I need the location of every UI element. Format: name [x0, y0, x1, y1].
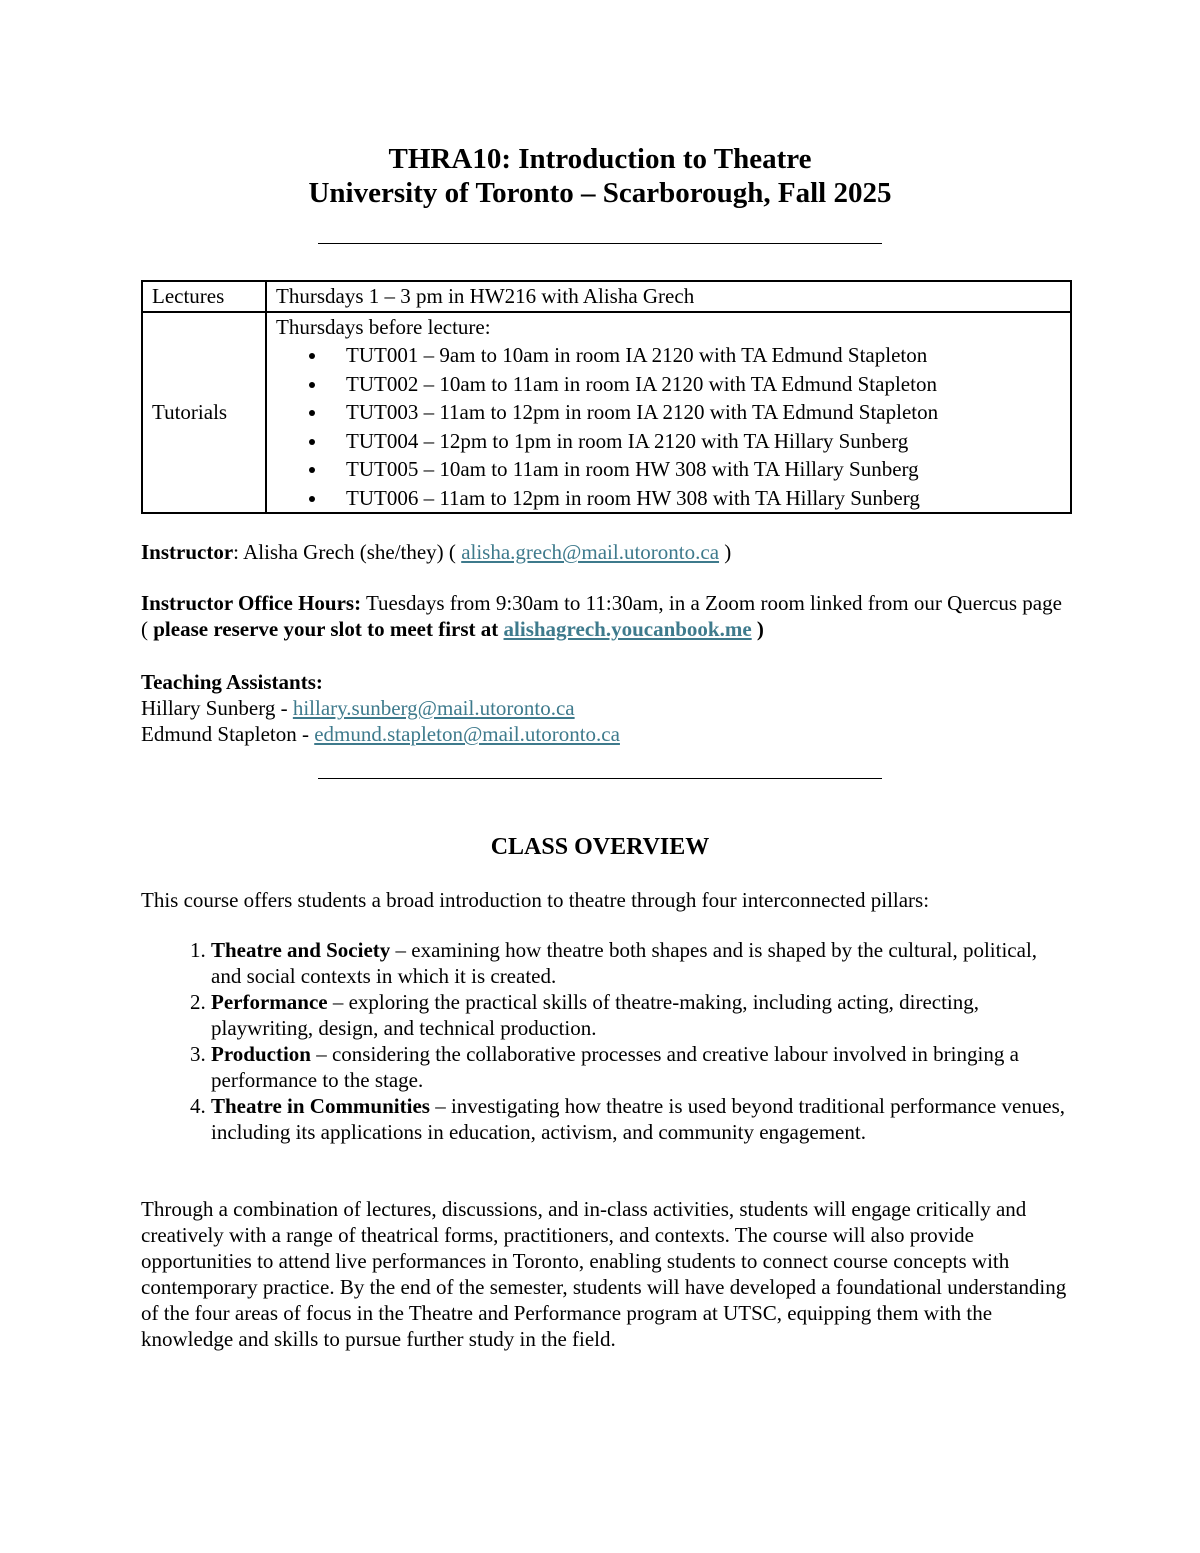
tutorials-intro: Thursdays before lecture:: [276, 314, 491, 339]
ta-entry: [141, 695, 1071, 721]
office-hours-text: Tuesdays from 9:30am to 11:30am, in a Zoom room linked from our Quercus page (: [141, 591, 1062, 641]
list-item: • TUT001 – 9am to 10am in room IA 2120 with TA Edmund Stapleton: [328, 341, 1061, 370]
pillar-text: – considering the collaborative processes and creative labour involved in bringing a performance to the stage.: [211, 1042, 1019, 1092]
pillar-text: – exploring the practical skills of theatre-making, including acting, directing, playwriting, design, and technical production.: [211, 990, 979, 1040]
list-item: [211, 937, 1071, 989]
list-item: • TUT004 – 12pm to 1pm in room IA 2120 with TA Hillary Sunberg: [328, 427, 1061, 456]
course-title-line1: THRA10: Introduction to Theatre: [388, 143, 812, 175]
list-item: [211, 1041, 1071, 1093]
list-item: • TUT005 – 10am to 11am in room HW 308 with TA Hillary Sunberg: [328, 455, 1061, 484]
teaching-assistants: [141, 669, 1071, 747]
tutorial-list: [276, 341, 1061, 512]
list-item: • TUT002 – 10am to 11am in room IA 2120 with TA Edmund Stapleton: [328, 370, 1061, 399]
divider: [318, 778, 882, 779]
pillar-title: Theatre in Communities: [211, 1094, 430, 1118]
list-item: • TUT003 – 11am to 12pm in room IA 2120 with TA Edmund Stapleton: [328, 398, 1061, 427]
lectures-value: Thursdays 1 – 3 pm in HW216 with Alisha Grech: [266, 281, 1071, 312]
office-hours-note: please reserve your slot to meet first at: [153, 617, 504, 641]
list-item: • TUT006 – 11am to 12pm in room HW 308 with TA Hillary Sunberg: [328, 484, 1061, 513]
paren-close: ): [719, 540, 732, 564]
pillar-text: – examining how theatre both shapes and is shaped by the cultural, political, and social contexts in which it is created.: [211, 938, 1038, 988]
course-title: [0, 142, 1200, 210]
paren-close: ): [751, 617, 764, 641]
table-row: [142, 281, 1071, 312]
pillar-title: Theatre and Society: [211, 938, 391, 962]
divider: [318, 243, 882, 244]
ta-name: Hillary Sunberg -: [141, 696, 293, 720]
list-item: [211, 1093, 1071, 1145]
instructor-label: Instructor: [141, 540, 234, 564]
overview-closing: Through a combination of lectures, discussions, and in-class activities, students will engage critically and creatively with a range of theatrical forms, practitioners, and contexts. The course will also provide opportunities to attend live performances in Toronto, enabling students to connect course concepts with contemporary practice. By the end of the semester, students will have developed a foundational understanding of the four areas of focus in the Theatre and Performance program at UTSC, equipping them with the knowledge and skills to pursue further study in the field.: [141, 1197, 1067, 1351]
office-hours-label: Instructor Office Hours:: [141, 591, 362, 615]
table-row: [142, 312, 1071, 514]
office-hours: [141, 590, 1071, 642]
schedule-table: [141, 280, 1072, 514]
list-item: [211, 989, 1071, 1041]
instructor-info: [141, 539, 1071, 565]
pillar-title: Production: [211, 1042, 311, 1066]
booking-link[interactable]: alishagrech.youcanbook.me: [503, 617, 752, 641]
ta-entry: [141, 721, 1071, 747]
tutorials-cell: [266, 312, 1071, 514]
ta-email-link[interactable]: edmund.stapleton@mail.utoronto.ca: [314, 722, 620, 746]
overview-intro: This course offers students a broad introduction to theatre through four interconnected pillars:: [141, 888, 930, 912]
tutorials-label: Tutorials: [142, 312, 266, 514]
ta-label: Teaching Assistants:: [141, 670, 323, 694]
instructor-text: : Alisha Grech (she/they) (: [233, 540, 462, 564]
pillar-title: Performance: [211, 990, 328, 1014]
ta-email-link[interactable]: hillary.sunberg@mail.utoronto.ca: [292, 696, 575, 720]
ta-name: Edmund Stapleton -: [141, 722, 315, 746]
pillar-text: – investigating how theatre is used beyond traditional performance venues, including its applications in education, activism, and community engagement.: [211, 1094, 1066, 1144]
pillars-list: [141, 937, 1071, 1145]
course-title-line2: University of Toronto – Scarborough, Fall 2025: [308, 177, 892, 209]
lectures-label: Lectures: [142, 281, 266, 312]
section-heading: CLASS OVERVIEW: [490, 834, 710, 860]
instructor-email-link[interactable]: alisha.grech@mail.utoronto.ca: [461, 540, 720, 564]
